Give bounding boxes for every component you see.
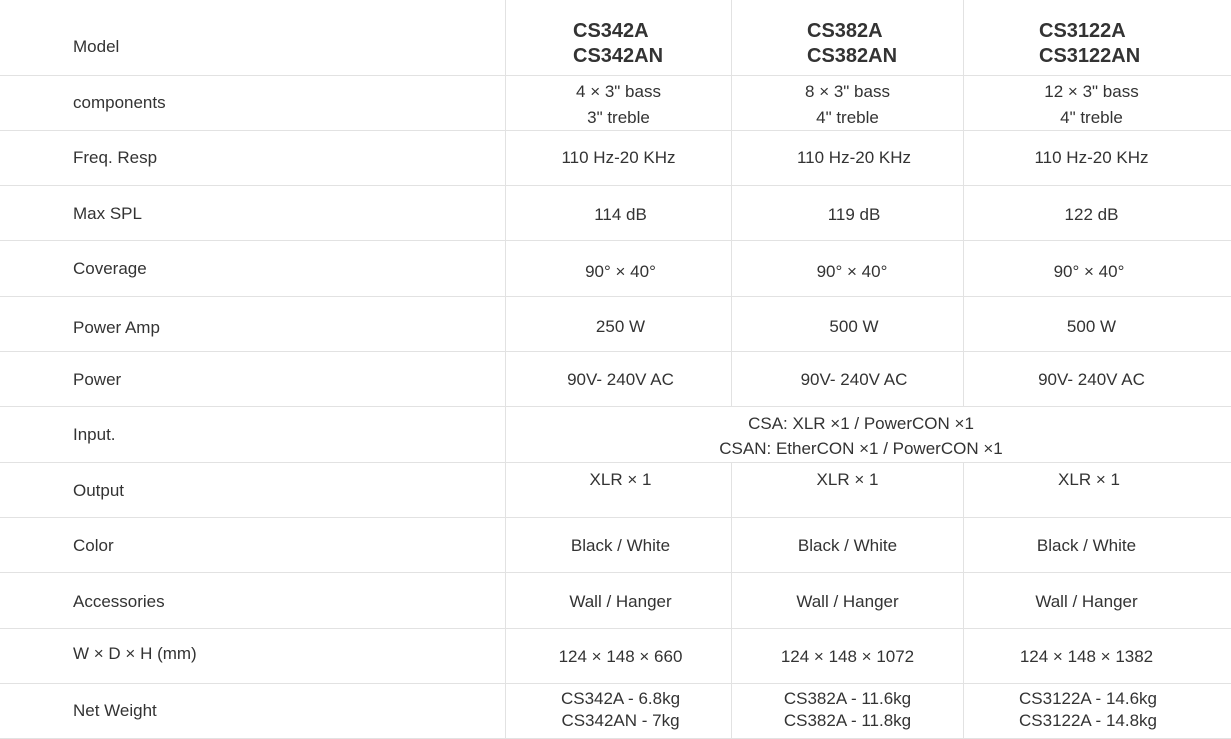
model-header-2 [807, 19, 897, 69]
max-spl-cell-3: 122 dB [1064, 205, 1119, 224]
net-weight-cell-3 [964, 688, 1212, 732]
row-divider [0, 185, 1231, 186]
model-name: CS3122AN [1039, 45, 1141, 67]
row-label-power-amp: Power Amp [73, 318, 160, 337]
cell-line: CSAN: EtherCON ×1 / PowerCON ×1 [719, 439, 1003, 458]
row-label-max-spl: Max SPL [73, 204, 142, 223]
freq-resp-cell-2: 110 Hz-20 KHz [796, 148, 911, 167]
power-amp-cell-3: 500 W [1066, 317, 1117, 336]
cell-line: CS382A - 11.8kg [783, 711, 912, 730]
row-label-dimensions: W × D × H (mm) [73, 644, 197, 663]
max-spl-cell-1: 114 dB [594, 205, 647, 224]
cell-line: 8 × 3" bass [805, 82, 890, 101]
components-cell-2 [732, 79, 963, 131]
cell-line: 4" treble [816, 108, 879, 127]
color-cell-3: Black / White [1036, 536, 1137, 555]
row-label-coverage: Coverage [73, 259, 147, 278]
components-cell-3 [964, 79, 1219, 131]
output-cell-3: XLR × 1 [1058, 470, 1120, 489]
row-label-net-weight: Net Weight [73, 701, 157, 720]
coverage-cell-2: 90° × 40° [816, 262, 888, 281]
cell-line: CS342AN - 7kg [561, 711, 680, 730]
cell-line: CS382A - 11.6kg [783, 689, 912, 708]
accessories-cell-1: Wall / Hanger [569, 592, 672, 611]
cell-line: 3" treble [587, 108, 650, 127]
net-weight-cell-1 [506, 688, 735, 732]
row-label-components: components [73, 93, 166, 112]
color-cell-2: Black / White [797, 536, 898, 555]
dimensions-cell-2: 124 × 148 × 1072 [780, 647, 915, 666]
cell-line: CSA: XLR ×1 / PowerCON ×1 [748, 414, 974, 433]
row-label-color: Color [73, 536, 114, 555]
row-divider [0, 628, 1231, 629]
header-label: Model [73, 37, 120, 56]
cell-line: 12 × 3" bass [1044, 82, 1139, 101]
model-name: CS342AN [573, 45, 664, 67]
cell-line: 4 × 3" bass [576, 82, 661, 101]
row-divider [0, 683, 1231, 684]
accessories-cell-3: Wall / Hanger [1035, 592, 1138, 611]
model-header-3 [1039, 19, 1140, 69]
power-amp-cell-1: 250 W [595, 317, 646, 336]
row-divider [0, 406, 1231, 407]
power-cell-3: 90V- 240V AC [1038, 370, 1145, 389]
cell-line: CS342A - 6.8kg [560, 689, 681, 708]
cell-line: CS3122A - 14.6kg [1019, 689, 1157, 708]
max-spl-cell-2: 119 dB [827, 205, 881, 224]
output-cell-1: XLR × 1 [589, 470, 652, 489]
row-label-freq-resp: Freq. Resp [73, 148, 158, 167]
row-label-input: Input. [73, 425, 116, 444]
row-divider [0, 240, 1231, 241]
row-divider [0, 351, 1231, 352]
model-name: CS342A [573, 20, 649, 42]
coverage-cell-3: 90° × 40° [1053, 262, 1125, 281]
coverage-cell-1: 90° × 40° [585, 262, 656, 281]
net-weight-cell-2 [732, 688, 963, 732]
row-divider [0, 517, 1231, 518]
output-cell-2: XLR × 1 [816, 470, 879, 489]
model-name: CS3122A [1039, 20, 1126, 42]
power-cell-1: 90V- 240V AC [567, 370, 674, 389]
freq-resp-cell-1: 110 Hz-20 KHz [561, 148, 676, 167]
row-divider [0, 75, 1231, 76]
dimensions-cell-3: 124 × 148 × 1382 [1019, 647, 1154, 666]
model-name: CS382A [807, 20, 883, 42]
model-header-1 [573, 19, 663, 69]
color-cell-1: Black / White [570, 536, 671, 555]
accessories-cell-2: Wall / Hanger [796, 592, 899, 611]
power-cell-2: 90V- 240V AC [800, 370, 908, 389]
power-amp-cell-2: 500 W [829, 317, 879, 336]
components-cell-1 [506, 79, 731, 131]
row-divider [0, 462, 1231, 463]
row-label-accessories: Accessories [73, 592, 165, 611]
row-label-power: Power [73, 370, 122, 389]
row-label-output: Output [73, 481, 125, 500]
input-merged-cell [506, 411, 1216, 461]
row-divider [0, 296, 1231, 297]
cell-line: CS3122A - 14.8kg [1019, 711, 1157, 730]
model-name: CS382AN [807, 45, 898, 67]
freq-resp-cell-3: 110 Hz-20 KHz [1034, 148, 1149, 167]
cell-line: 4" treble [1060, 108, 1123, 127]
row-divider [0, 572, 1231, 573]
dimensions-cell-1: 124 × 148 × 660 [558, 647, 683, 666]
